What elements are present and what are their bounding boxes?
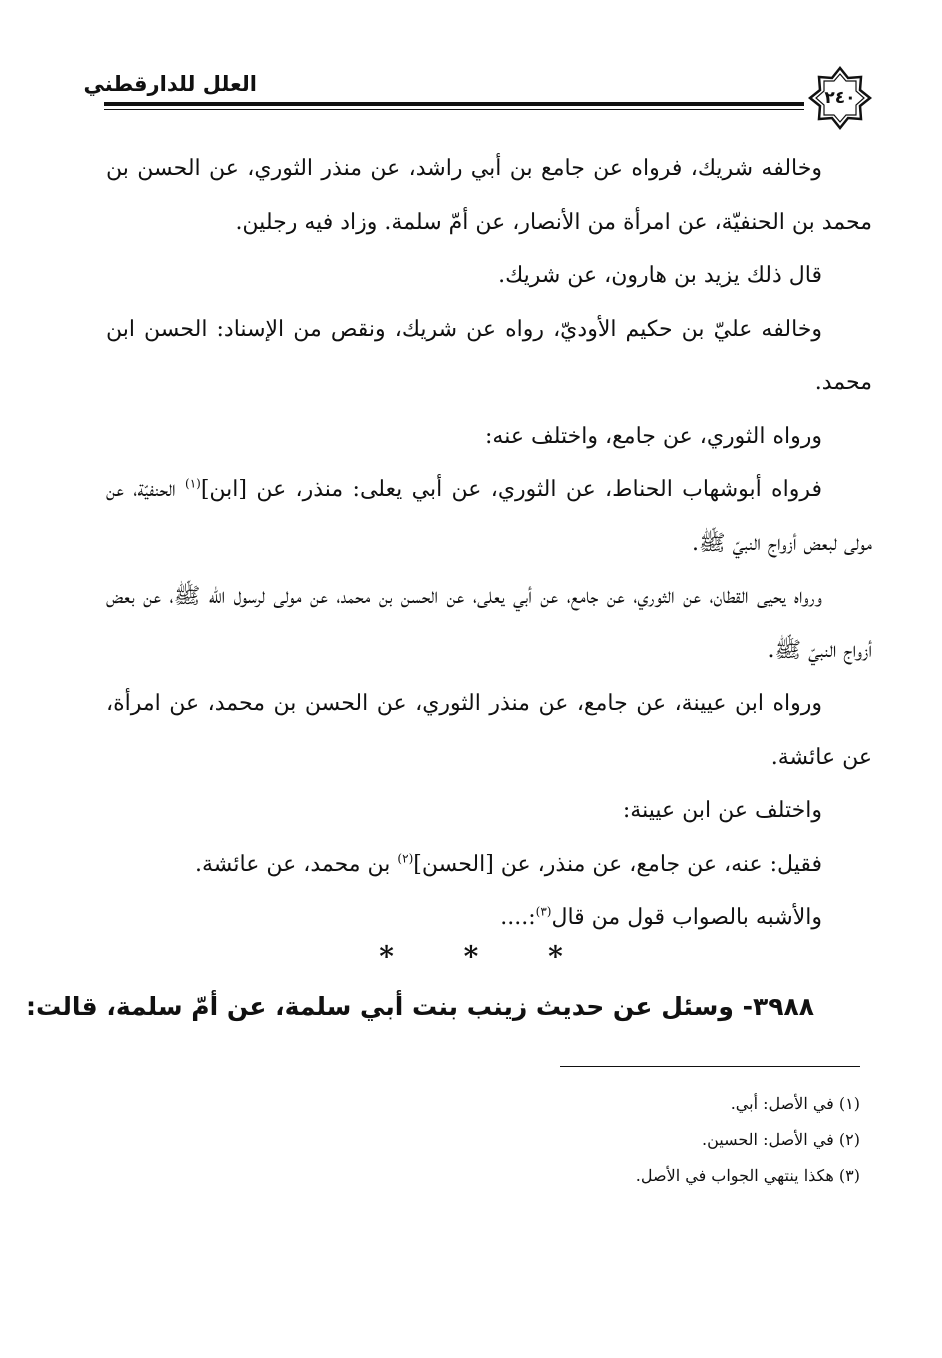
footnote: (١) في الأصل: أبي. (730, 1094, 860, 1113)
paragraph: ورواه الثوري، عن جامع، واختلف عنه: (484, 423, 822, 449)
footnote-ref: (١) (185, 476, 201, 491)
paragraph (106, 463, 872, 570)
footnote-ref: (٢) (397, 851, 414, 866)
header-rule (104, 102, 804, 106)
separator-star: * (548, 940, 563, 973)
main-text (106, 142, 872, 945)
page-header (82, 58, 872, 128)
paragraph: ورواه يحيى القطان، عن الثوري، عن جامع، عن أبي يعلى، عن الحسن بن محمد، عن مولى لرسول الله ﷺ، عن بعض أزواج النبيّ ﷺ. (106, 584, 872, 663)
paragraph: واختلف عن ابن عيينة: (622, 798, 822, 823)
paragraph-text: الحنفيّة، عن مولى لبعض أزواج النبيّ ﷺ. (106, 477, 872, 556)
paragraph-text: فرواه أبوشهاب الحناط، عن الثوري، عن أبي يعلى: منذر، عن [ابن] (200, 477, 822, 502)
separator-star: * (379, 940, 394, 973)
question-heading: ٣٩٨٨- وسئل عن حديث زينب بنت أبي سلمة، عن أمّ سلمة، قالت: (26, 992, 814, 1021)
paragraph-text: والأشبه بالصواب قول من قال (551, 905, 822, 930)
footnote: (٢) في الأصل: الحسين. (701, 1130, 860, 1149)
paragraph: ورواه ابن عيينة، عن جامع، عن منذر الثوري، عن الحسن بن محمد، عن امرأة، عن عائشة. (106, 691, 872, 770)
paragraph-text: :.... (500, 905, 536, 930)
footnote: (٣) هكذا ينتهي الجواب في الأصل. (635, 1166, 860, 1185)
section-separator (0, 940, 942, 973)
paragraph (106, 838, 872, 892)
paragraph: قال ذلك يزيد بن هارون، عن شريك. (498, 263, 822, 288)
paragraph: وخالفه شريك، فرواه عن جامع بن أبي راشد، عن منذر الثوري، عن الحسن بن محمد بن الحنفيّة، عن امرأة من الأنصار، عن أمّ سلمة. وزاد فيه رجلين. (106, 156, 872, 235)
running-head-title: العلل للدارقطني (83, 72, 257, 96)
header-rule-thin (104, 109, 804, 110)
page-number-badge (808, 66, 872, 130)
paragraph-text: فقيل: عنه، عن جامع، عن منذر، عن [الحسن] (413, 851, 822, 877)
page-number: ٢٤٠ (824, 88, 856, 108)
separator-star: * (463, 940, 479, 973)
footnote-ref: (٣) (535, 904, 552, 919)
paragraph-text: بن محمد، عن عائشة. (194, 851, 398, 877)
footnote-divider (560, 1066, 860, 1067)
footnotes (360, 1086, 860, 1194)
paragraph (106, 891, 872, 945)
paragraph: وخالفه عليّ بن حكيم الأوديّ، رواه عن شريك، ونقص من الإسناد: الحسن ابن محمد. (106, 316, 872, 395)
